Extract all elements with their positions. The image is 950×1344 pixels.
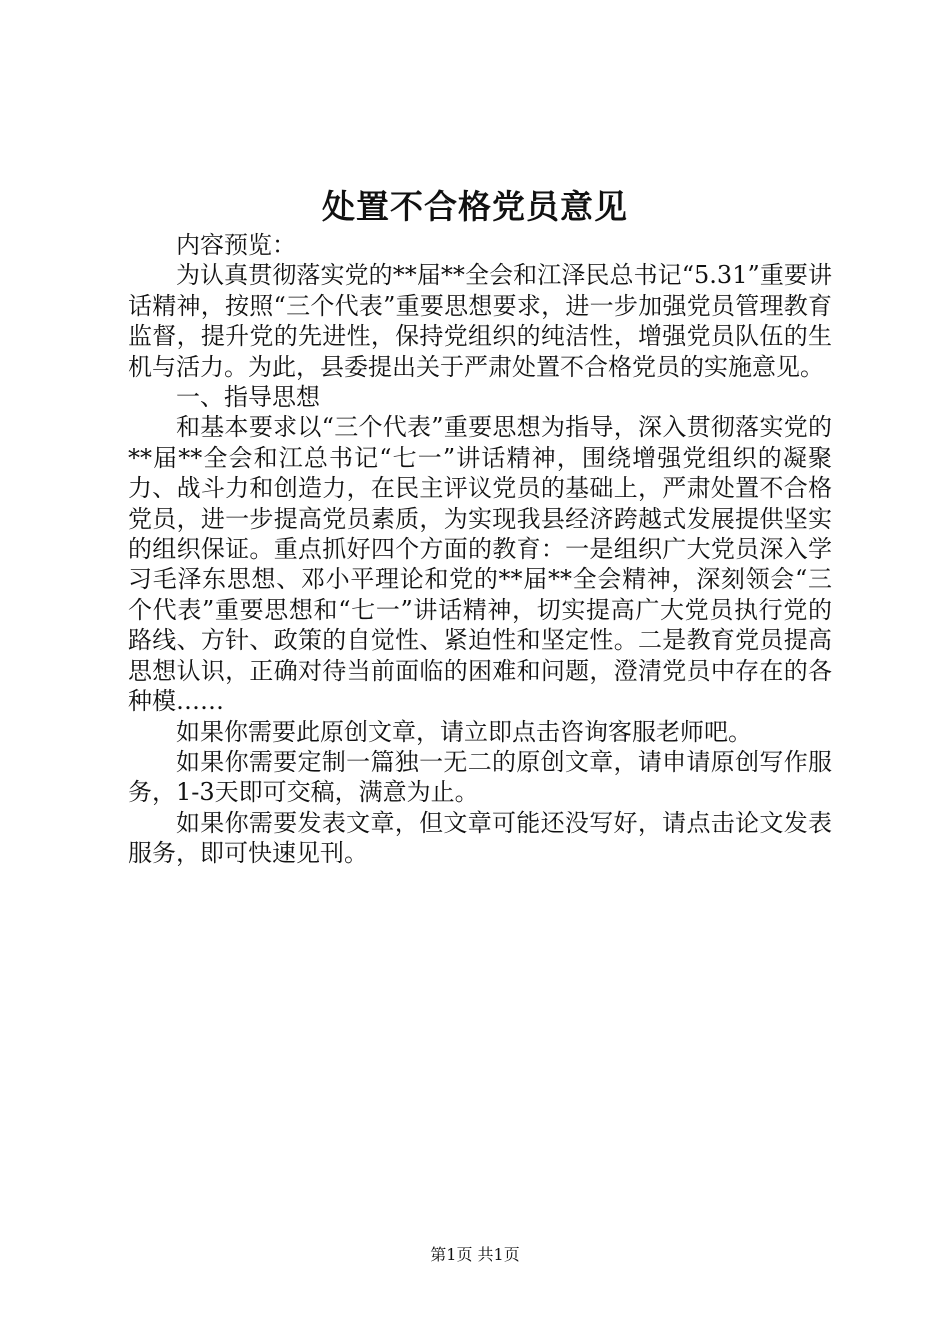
consult-service-paragraph: 如果你需要此原创文章，请立即点击咨询客服老师吧。 — [176, 717, 752, 746]
guiding-thought-paragraph: 和基本要求以“三个代表”重要思想为指导，深入贯彻落实党的**届**全会和江总书记“七一”讲话精神，围绕增强党组织的凝聚力、战斗力和创造力，在民主评议党员的基础上，严肃处置不合格党员，进一步提高党员素质，为实现我县经济跨越式发展提供坚实的组织保证。重点抓好四个方面的教育：一是组织广大党员深入学习毛泽东思想、邓小平理论和党的**届**全会精神，深刻领会“三个代表”重要思想和“七一”讲话精神，切实提高广大党员执行党的路线、方针、政策的自觉性、紧迫性和坚定性。二是教育党员提高思想认识，正确对待当前面临的困难和问题，澄清党员中存在的各种模…… — [128, 413, 832, 716]
custom-writing-paragraph: 如果你需要定制一篇独一无二的原创文章，请申请原创写作服务，1-3天即可交稿，满意为止。 — [128, 747, 832, 807]
preview-label: 内容预览： — [176, 231, 296, 259]
intro-paragraph: 为认真贯彻落实党的**届**全会和江泽民总书记“5.31”重要讲话精神，按照“三个代表”重要思想要求，进一步加强党员管理教育监督，提升党的先进性，保持党组织的纯洁性，增强党员队伍的生机与活力。为此，县委提出关于严肃处置不合格党员的实施意见。 — [128, 261, 832, 381]
page-number-footer: 第1页 共1页 — [430, 1245, 520, 1264]
publish-service-paragraph: 如果你需要发表文章，但文章可能还没写好，请点击论文发表服务，即可快速见刊。 — [128, 808, 832, 868]
section-heading: 一、指导思想 — [176, 383, 320, 412]
document-title: 处置不合格党员意见 — [322, 187, 628, 226]
document-body — [128, 230, 832, 869]
